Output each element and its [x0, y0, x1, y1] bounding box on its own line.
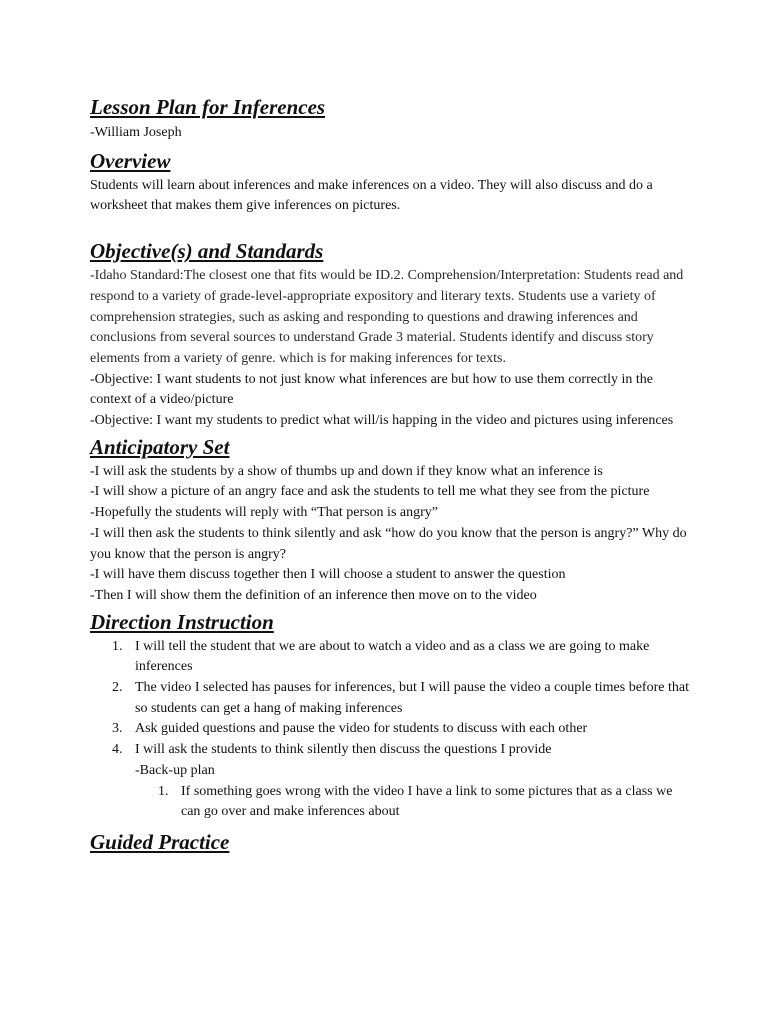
list-item: [90, 782, 690, 823]
list-item-text: I will ask the students to think silently then discuss the questions I provide: [135, 742, 552, 758]
document-title: Lesson Plan for Inferences: [90, 95, 326, 119]
direction-list: [90, 637, 690, 761]
anticipatory-line: -I will then ask the students to think silently and ask “how do you know that the person is angry?” Why do you know that the person is angry?: [90, 525, 687, 562]
list-item-text: If something goes wrong with the video I have a link to some pictures that as a class we can go over and make inferences about: [181, 783, 673, 820]
list-item-text: Ask guided questions and pause the video for students to discuss with each other: [135, 721, 588, 737]
guided-practice-heading: Guided Practice: [90, 829, 230, 854]
standard-paragraph: -Idaho Standard:The closest one that fits would be ID.2. Comprehension/Interpretation: Students read and respond to a variety of grade-level-appropriate expository and literary texts. Students use a variety of comprehension strategies, such as asking and responding to questions and drawing inferences and conclusions from several sources to understand Grade 3 material. Students identify and discuss story elements from a variety of genre. which is for making inferences for texts.: [90, 268, 684, 366]
anticipatory-line: -I will have them discuss together then I will choose a student to answer the question: [90, 567, 566, 583]
backup-plan-label: -Back-up plan: [135, 762, 215, 778]
list-item: [90, 678, 690, 719]
document-content: [90, 94, 690, 855]
list-item: [90, 719, 690, 740]
objective-line: -Objective: I want students to not just know what inferences are but how to use them correctly in the context of a video/picture: [90, 371, 653, 408]
anticipatory-line: -Hopefully the students will reply with “That person is angry”: [90, 505, 438, 521]
objective-line: -Objective: I want my students to predict what will/is happing in the video and pictures using inferences: [90, 413, 674, 429]
author-line: -William Joseph: [90, 125, 182, 140]
list-number: 1.: [112, 638, 123, 654]
anticipatory-heading: Anticipatory Set: [90, 434, 230, 459]
backup-list: [90, 782, 690, 823]
overview-text: Students will learn about inferences and make inferences on a video. They will also discuss and do a worksheet that makes them give inferences on pictures.: [90, 177, 653, 214]
anticipatory-line: -I will ask the students by a show of thumbs up and down if they know what an inference is: [90, 463, 603, 479]
overview-heading: Overview: [90, 148, 171, 173]
list-item: [90, 740, 690, 761]
anticipatory-line: -Then I will show them the definition of an inference then move on to the video: [90, 587, 537, 603]
objectives-heading: Objective(s) and Standards: [90, 239, 324, 264]
list-item-text: The video I selected has pauses for inferences, but I will pause the video a couple times before that so students can get a hang of making inferences: [135, 680, 689, 716]
list-number: 2.: [112, 680, 123, 696]
list-number: 4.: [112, 742, 123, 758]
spacer: [90, 217, 690, 238]
list-number: 3.: [112, 721, 123, 737]
direction-heading: Direction Instruction: [90, 609, 274, 634]
anticipatory-line: -I will show a picture of an angry face and ask the students to tell me what they see from the picture: [90, 484, 650, 500]
list-item: [90, 637, 690, 678]
list-item-text: I will tell the student that we are about to watch a video and as a class we are going to make inferences: [135, 638, 650, 675]
list-number: 1.: [158, 783, 169, 799]
